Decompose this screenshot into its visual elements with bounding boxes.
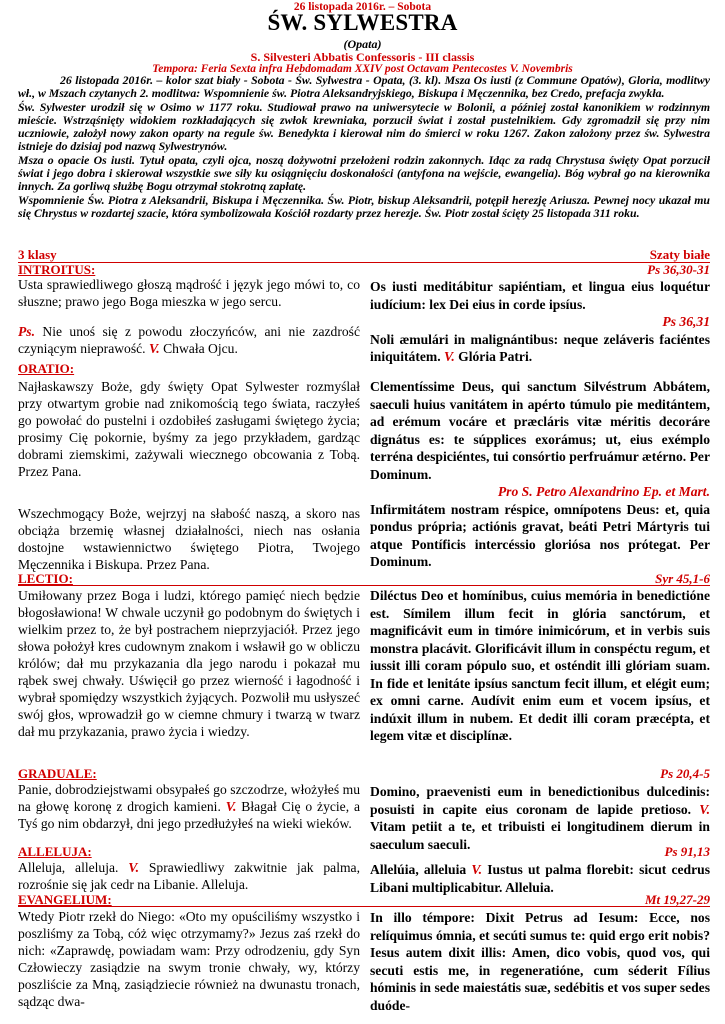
introitus-ref2: Ps 36,31 <box>662 314 710 329</box>
graduale-polish-text: Panie, dobrodziejstwami obsypałeś go szczodrze, włożyłeś mu na głowę koronę z drogich kamieni. <box>18 782 360 814</box>
versicle-marker: V. <box>225 799 237 814</box>
lectio-polish-text: Umiłowany przez Boga i ludzi, którego pamięć niech będzie błogosławiona! W chwale uczynił go podobnym do świętych i wielkim przez to, że był postrachem nieprzyjaciół. Przez jego słowa położył kres cudownym znakom i wsławił go w obliczu królów; dał mu przykazania dla jego narodu i pokazał mu rąbek swej chwały. Uświęcił go przez wierność i łagodność i wybrał spomiędzy wszystkich żyjących. Pozwolił mu usłyszeć swój głos, wprowadził go w ciemne chmury i twarzą w twarz dał mu przykazania, prawo życia i wiedzy. <box>18 588 360 739</box>
page-title: ŚW. SYLWESTRA <box>267 10 458 35</box>
lectio-ref: Syr 45,1-6 <box>655 571 710 586</box>
oratio-latin-commemoration: Infirmitátem nostram réspice, omnípotens Deus: et, quia pondus própria; actiónis gravat, beáti Petri Mártyris tui atque Pontíficis intercéssio gloriósa nos prótegat. Per Dominum. <box>370 501 710 569</box>
subtitle: (Opata) <box>343 37 382 51</box>
alleluja-label: ALLELUJA: <box>18 844 92 859</box>
graduale-latin <box>370 783 710 853</box>
alleluja-latin <box>370 861 710 896</box>
oratio-latin-collect: Clementíssime Deus, qui sanctum Silvéstrum Abbátem, saeculi huius vanitátem in apérto túmulo pie meditántem, ad erémum vocáre et præcláris vitæ méritis decoráre dignátus es: te súpplices exorámus; ut, eius exémplo terréna despiciéntes, tui consórtio perfruámur ætérno. Per Dominum. <box>370 379 710 482</box>
latin-title: S. Silvesteri Abbatis Confessoris - III classis <box>250 50 475 64</box>
gloria-text: Chwała Ojcu. <box>159 341 238 356</box>
lectio-polish <box>18 587 360 740</box>
intro-liturgy: 26 listopada 2016r. – kolor szat biały - Sobota - Św. Sylwestra - Opata, (3. kl). Msza Os iusti (z Commune Opatów), Gloria, modlitwy wł., w Mszach czytanych 2. modlitwa: Wspomnienie św. Piotra Aleksandryjskiego, Biskupa i Męczennika, bez Credo, prefacja zwykła. <box>18 73 710 101</box>
alleluja-polish <box>18 859 360 893</box>
intro-bio: Św. Sylwester urodził się w Osimo w 1177 roku. Studiował prawo na uniwersytecie w Bolonii, a później został kanonikiem w rodzinnym mieście. Wstrząśnięty widokiem rozkładających się zwłok krewniaka, porzucił świat i został pustelnikiem. Gdy zgromadził się przy nim uczniowie, założył nowy zakon oparty na regule św. Benedykta i kierował nim do śmierci w roku 1267. Zakon założony przez św. Sylwestra istnieje do dzisiaj pod nazwą Sylwestrynów. <box>18 99 710 154</box>
oratio-polish-commemoration: Wszechmogący Boże, wejrzyj na słabość naszą, a skoro nas obciąża brzemię własnej działalności, niech nas osłania dostojne wstawiennictwo świętego Piotra, Twojego Męczennika i Biskupa. Przez Pana. <box>18 506 360 572</box>
graduale-latin-verse: Vitam petiit a te, et tribuisti ei longitudinem dierum in saeculum saeculi. <box>370 819 710 852</box>
oratio-latin <box>370 378 710 571</box>
introitus-polish-antiphon: Usta sprawiedliwego głoszą mądrość i język jego mówi to, co słuszne; prawo jego Boga mieszka w jego sercu. <box>18 277 360 309</box>
introitus-label: INTROITUS: <box>18 262 96 277</box>
divider <box>18 585 710 586</box>
alleluja-latin-text: Allelúia, alleluia <box>370 862 472 877</box>
oratio-label: ORATIO: <box>18 361 75 376</box>
graduale-polish-verse: Błagał Cię o życie, a Tyś go nim obdarzył, dni jego przedłużyłeś na wieki wieków. <box>18 799 361 831</box>
date-line: 26 listopada 2016r. – Sobota <box>293 1 432 13</box>
class-label: 3 klasy <box>18 247 57 262</box>
divider <box>18 262 710 263</box>
introitus-latin-antiphon: Os iusti meditábitur sapiéntiam, et lingua eius loquétur iudícium: lex Dei eius in corde ipsíus. <box>370 279 710 312</box>
evangelium-label: EVANGELIUM: <box>18 892 112 907</box>
psalm-text: Nie unoś się z powodu złoczyńców, ani nie zazdrość czyniącym nieprawość. <box>18 324 360 356</box>
evangelium-ref: Mt 19,27-29 <box>645 892 710 907</box>
vestment-color: Szaty białe <box>649 247 710 262</box>
evangelium-latin-text: In illo témpore: Dixit Petrus ad Iesum: Ecce, nos relíquimus ómnia, et secúti sumus te: quid ergo erit nobis? Iesus autem dixit illis: Amen, dico vobis, quod vos, qui secuti estis me, in regeneratióne, cum séderit Fílius hóminis in sede maiestátis suæ, sedébitis et vos super sedes duóde- <box>370 910 710 1013</box>
versicle-marker: V. <box>148 341 160 356</box>
lectio-latin <box>370 587 710 745</box>
introitus-ref: Ps 36,30-31 <box>647 262 710 277</box>
divider <box>18 906 710 907</box>
introitus-latin <box>370 278 710 366</box>
graduale-latin-text: Domino, praevenisti eum in benedictionibus dulcedinis: posuisti in capite eius coronam de lapide pretioso. <box>370 784 710 817</box>
evangelium-polish-text: Wtedy Piotr rzekł do Niego: «Oto my opuściliśmy wszystko i poszliśmy za Tobą, cóż więc otrzymamy?» Jezus zaś rzekł do nich: «Zaprawdę, powiadam wam: Przy odrodzeniu, gdy Syn Człowieczy zasiądzie na swym tronie chwały, wy, którzy poszliście za Mną, zasiądziecie również na dwunastu tronach, sądząc dwa- <box>18 909 360 1009</box>
alleluja-polish-text: Alleluja, alleluja. <box>18 860 129 875</box>
versicle-marker: V. <box>699 801 710 817</box>
psalm-marker: Ps. <box>18 324 35 339</box>
oratio-polish <box>18 378 360 480</box>
introitus-latin-psalm: Noli æmulári in malignántibus: neque zeláveris faciéntes iniquitátem. <box>370 331 710 364</box>
evangelium-latin <box>370 909 710 1014</box>
introitus-polish-psalm <box>18 323 360 357</box>
versicle-marker: V. <box>471 862 483 877</box>
commemoration-ref: Pro S. Petro Alexandrino Ep. et Mart. <box>497 484 710 499</box>
introitus-polish <box>18 276 360 310</box>
oratio-polish-collect: Najłaskawszy Boże, gdy święty Opat Sylwester rozmyślał przy otwartym grobie nad znikomością tego świata, raczyłeś go powołać do pustelni i ozdobiłeś zasługami świętego życia; prosimy Cię pokornie, byśmy za jego przykładem, gardząc dobrami ziemskimi, zażywali wiecznego obcowania z Tobą. Przez Pana. <box>18 379 360 479</box>
alleluja-latin-verse: Iustus ut palma florebit: sicut cedrus Libani multiplicabitur. Alleluia. <box>370 862 710 895</box>
lectio-latin-text: Diléctus Deo et homínibus, cuius memória in benedictióne est. Símilem illum fecit in glória sanctórum, et magnificávit eum in timóre inimicórum, et in verbis suis monstra placávit. Glorificávit illum in conspéctu regum, et iussit illi coram pópulo suo, et osténdit illi glóriam suam. In fide et lenitáte ipsíus sanctum fecit illum, et elégit eum; ex omni carne. Audívit enim eum et vocem ipsíus, et indúxit illum in nubem. Et dedit illi coram præcépta, et legem vitæ et disciplínæ. <box>370 588 710 743</box>
versicle-marker: V. <box>128 860 140 875</box>
gloria-latin: Glória Patri. <box>454 349 533 364</box>
tempora-line: Tempora: Feria Sexta infra Hebdomadam XXIV post Octavam Pentecostes V. Novembris <box>152 63 573 75</box>
graduale-polish <box>18 781 360 832</box>
evangelium-polish <box>18 908 360 1010</box>
intro-commemoration: Wspomnienie Św. Piotra z Aleksandrii, Biskupa i Męczennika. Św. Piotr, biskup Aleksandrii, potępił herezję Ariusza. Pewnej nocy ukazał mu się Chrystus w rozdartej szacie, która symbolizowała Kościół rozdarty przez herezje. Św. Piotr został ścięty 25 listopada 311 roku. <box>18 192 710 220</box>
oratio-polish-2 <box>18 505 360 573</box>
alleluja-ref: Ps 91,13 <box>664 844 710 859</box>
graduale-ref: Ps 20,4-5 <box>660 766 710 781</box>
versicle-marker: V. <box>444 349 455 364</box>
intro-mass: Msza o opacie Os iusti. Tytuł opata, czyli ojca, noszą dożywotni przełożeni rodzin zakonnych. Idąc za radą Chrystusa święty Opat porzucił świat i jego dobra i skierował wszystkie swe siły ku osiągnięciu doskonałości (antyfona na wejście, ewangelia). Bóg wybrał go na kierownika innych. Za gorliwą służbę Bogu otrzymał stokrotną zapłatę. <box>18 152 710 194</box>
graduale-label: GRADUALE: <box>18 766 97 781</box>
lectio-label: LECTIO: <box>18 571 73 586</box>
alleluja-polish-verse: Sprawiedliwy zakwitnie jak palma, rozrośnie się jak cedr na Libanie. Alleluja. <box>18 860 360 892</box>
intro-block <box>18 74 710 220</box>
